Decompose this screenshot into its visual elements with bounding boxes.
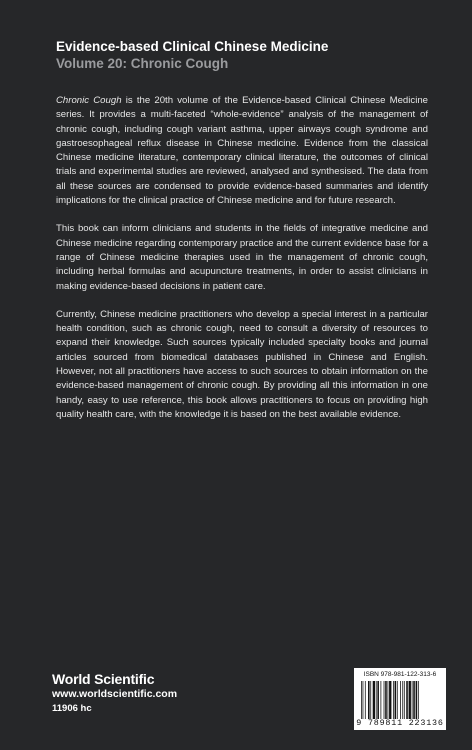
barcode-bar [402,681,403,719]
barcode-bar [400,681,401,719]
isbn-label: ISBN 978-981-122-313-6 [363,671,437,678]
barcode-bar [388,681,389,719]
barcode-bar [412,681,413,719]
publisher-name: World Scientific [52,671,155,687]
barcode-bar [376,681,377,719]
barcode-bar [373,681,375,719]
barcode-bar [363,681,364,719]
volume-title: Volume 20: Chronic Cough [56,56,229,71]
publisher-code: 11906 hc [52,703,92,714]
blurb [56,94,428,436]
blurb-paragraph-2: This book can inform clinicians and students in the fields of integrative medicine and Chinese medicine regarding contemporary practice and the current evidence base for a range of Chinese medicine therapies used in the management of chronic cough, including herbal formulas and acupuncture treatments, in order to assist clinicians in making evidence-based decisions in patient care. [56,223,428,292]
barcode-bar [418,681,419,719]
barcode-bar [381,681,382,719]
barcode-bar [409,681,411,719]
barcode-bar [406,681,408,719]
barcode-bar [416,681,418,719]
barcode-bar [393,681,394,719]
series-title: Evidence-based Clinical Chinese Medicine [56,39,329,54]
barcode-bar [370,681,371,719]
blurb-paragraph-1 [56,94,428,208]
blurb-paragraph-3: Currently, Chinese medicine practitioners who develop a special interest in a particular health condition, such as chronic cough, need to consult a diversity of resources to expand their knowledge. Such sources typically included specialty books and journal articles sourced from biomedical databases published in Chinese and English. However, not all practitioners have access to such sources to obtain information on the evidence-based management of chronic cough. By providing all this information in one handy, easy to use reference, this book allows practitioners to focus on providing high quality health care, with the knowledge it is based on the best available evidence. [56,308,428,420]
publisher-url: www.worldscientific.com [52,688,178,700]
blurb-paragraph-1-text: is the 20th volume of the Evidence-based Clinical Chinese Medicine series. It provides a multi-faceted “whole-evidence” analysis of the management of chronic cough, including cough variant asthma, upper airways cough syndrome and gastroesophageal reflux disease in Chinese medicine. Evidence from the classical Chinese medicine literature, contemporary clinical literature, the outcomes of clinical trials and experimental studies are reviewed, analysed and synthesised. The data from all these sources are condensed to provide evidence-based summaries and identify implications for the clinical practice of Chinese medicine and for future research. [56,95,429,207]
barcode-bar [404,681,405,719]
barcode-bar [397,681,398,719]
barcode-bar [361,681,362,719]
barcode-bar [395,681,397,719]
barcode-bar [389,681,391,719]
barcode-bar [365,681,366,719]
barcode-digits: 9 789811 223136 [356,718,444,728]
cover-header [56,38,436,72]
isbn-barcode [354,668,446,730]
barcode-bar [368,681,370,719]
barcode-bar [384,681,385,719]
publisher-block [52,671,252,715]
barcode-bar [413,681,415,719]
barcode-bar [377,681,379,719]
book-title-italic: Chronic Cough [56,95,122,106]
barcode-bar [385,681,387,719]
barcode-bars [361,681,441,719]
